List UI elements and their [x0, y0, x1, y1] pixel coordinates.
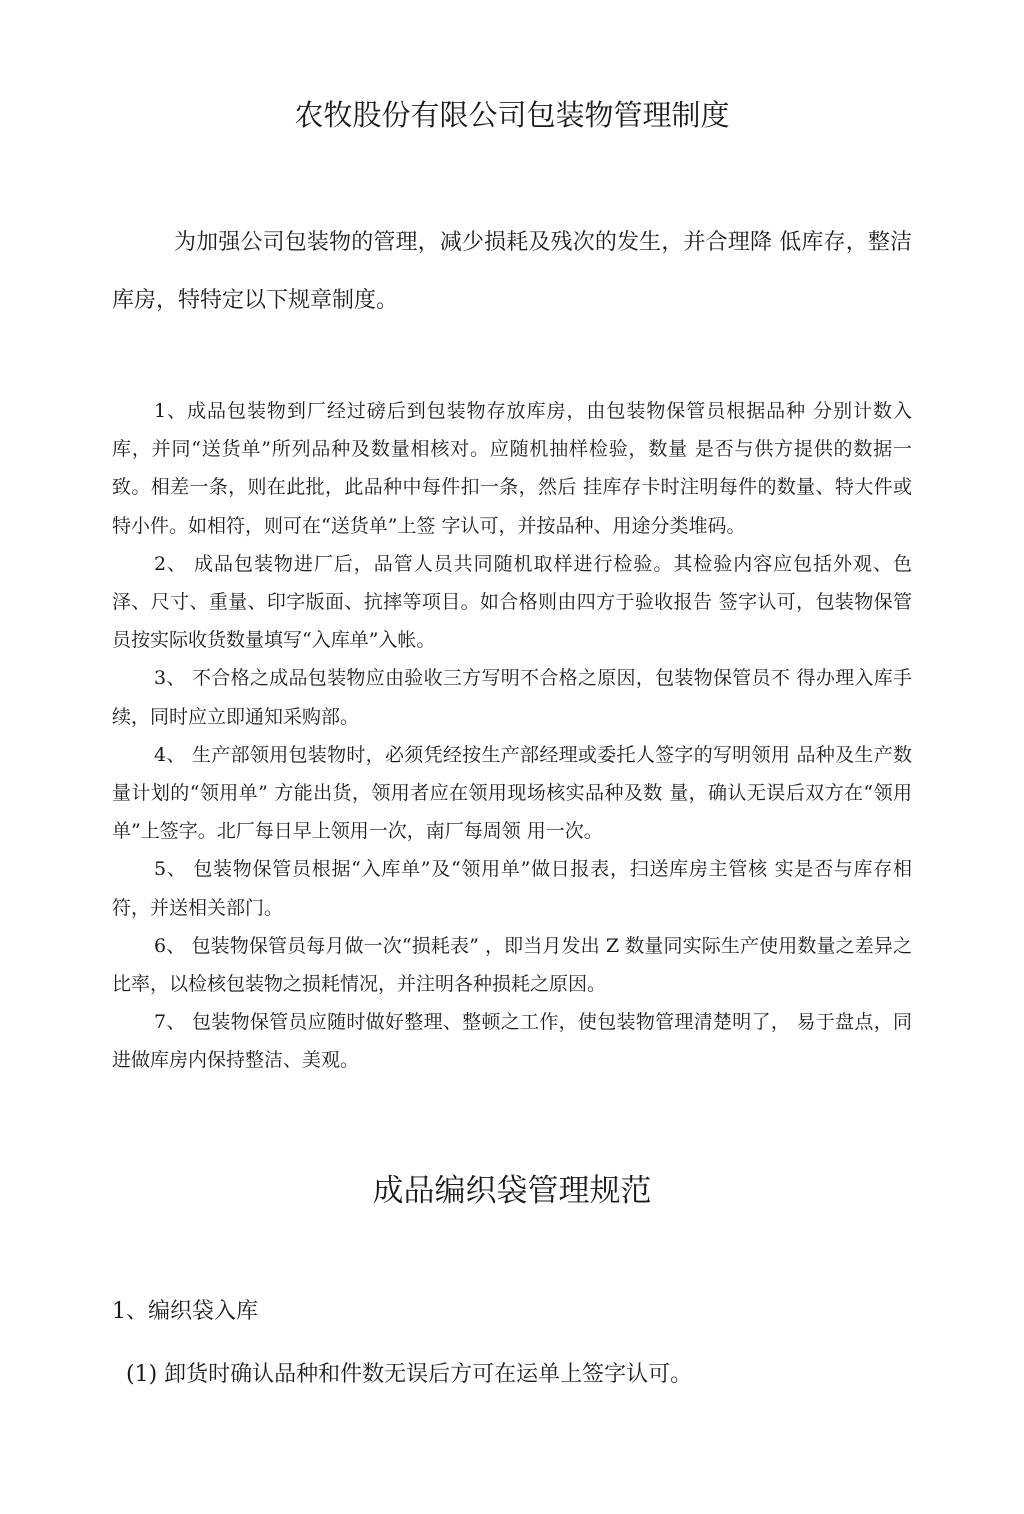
second-section-title: 成品编织袋管理规范: [372, 1173, 652, 1209]
clause-6: 6、 包装物保管员每月做一次“损耗表” ，即当月发出 Z 数量同实际生产使用数量之差异之比率，以检核包装物之损耗情况，并注明各种损耗之原因。: [112, 934, 912, 996]
intro-paragraph: 为加强公司包装物的管理，减少损耗及残次的发生，并合理降 低库存，整洁库房，特特定以下规章制度。: [112, 230, 912, 313]
clause-list: [112, 392, 912, 1080]
clause-7: 7、 包装物保管员应随时做好整理、整顿之工作，使包装物管理清楚明了， 易于盘点，同进做库房内保持整洁、美观。: [112, 1011, 912, 1072]
section-heading: 1、编织袋入库: [112, 1299, 258, 1324]
section-item: (1) 卸货时确认品种和件数无误后方可在运单上签字认可。: [126, 1362, 693, 1387]
clause-1: 1、成品包装物到厂经过磅后到包装物存放库房，由包装物保管员根据品种 分别计数入库，并同“送货单”所列品种及数量相核对。应随机抽样检验，数量 是否与供方提供的数据一致。相差一条，则在此批，此品种中每件扣一条，然后 挂库存卡时注明每件的数量、特大件或特小件。如相符，则可在“送货单”上签 字认可，并按品种、用途分类堆码。: [112, 400, 912, 537]
clause-3: 3、 不合格之成品包装物应由验收三方写明不合格之原因，包装物保管员不 得办理入库手续，同时应立即通知采购部。: [112, 667, 912, 728]
clause-5: 5、 包装物保管员根据“入库单”及“领用单”做日报表，扫送库房主管核 实是否与库存相符，并送相关部门。: [112, 858, 912, 919]
document-title: 农牧股份有限公司包装物管理制度: [294, 98, 730, 132]
clause-4: 4、 生产部领用包装物时，必须凭经按生产部经理或委托人签字的写明领用 品种及生产数量计划的“领用单” 方能出货，领用者应在领用现场核实品种及数 量，确认无误后双方在“领用单”上签字。北厂每日早上领用一次，南厂每周领 用一次。: [112, 743, 912, 843]
clause-2: 2、 成品包装物进厂后，品管人员共同随机取样进行检验。其检验内容应包括外观、色泽、尺寸、重量、印字版面、抗摔等项目。如合格则由四方于验收报告 签字认可，包装物保管员按实际收货数量填写“入库单”入帐。: [112, 552, 912, 652]
